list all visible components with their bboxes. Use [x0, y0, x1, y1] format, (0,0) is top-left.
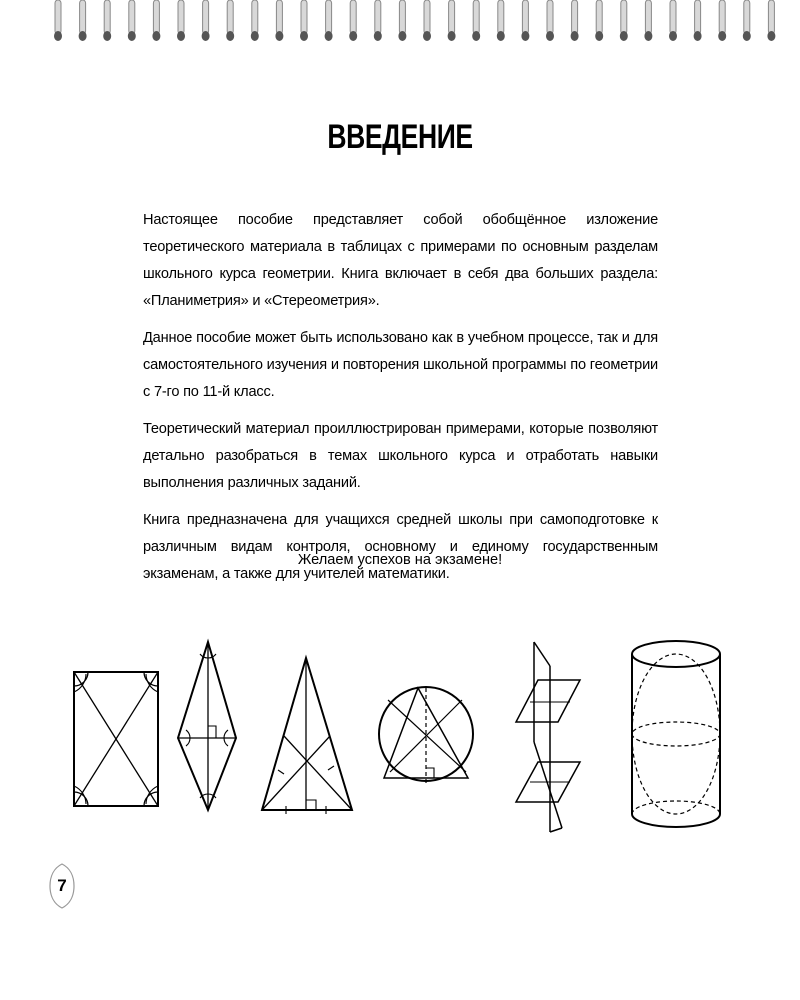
binding-hole — [54, 31, 62, 41]
binding-hole — [103, 31, 111, 41]
binding-ring — [449, 0, 455, 34]
binding-ring — [129, 0, 135, 34]
binding-hole — [595, 31, 603, 41]
page-number-badge — [48, 862, 76, 910]
binding-ring — [252, 0, 258, 34]
binding-ring — [498, 0, 504, 34]
binding-ring — [350, 0, 356, 34]
inscribed-triangle-diagram — [379, 687, 473, 784]
binding-hole — [497, 31, 505, 41]
triangle-diagram — [262, 658, 352, 814]
binding-ring — [399, 0, 405, 34]
binding-ring — [276, 0, 282, 34]
binding-ring — [227, 0, 233, 34]
binding-hole — [644, 31, 652, 41]
binding-hole — [743, 31, 751, 41]
binding-ring — [621, 0, 627, 34]
intro-text — [143, 207, 658, 598]
binding-ring — [203, 0, 209, 34]
paragraph-4: Книга предназначена для учащихся средней школы при самоподготовке к различным видам контроля, основному и единому государственным экзаменам, а также для учителей математики. — [143, 512, 658, 582]
paragraph-1: Настоящее пособие представляет собой обобщённое изложение теоретического материала в таблицах с примерами по основным разделам школьного курса геометрии. Книга включает в себя два больших раздела: «Планиметрия» и «Стереометрия». — [143, 212, 658, 309]
binding-hole — [374, 31, 382, 41]
binding-ring — [572, 0, 578, 34]
binding-hole — [128, 31, 136, 41]
binding-ring — [744, 0, 750, 34]
binding-hole — [448, 31, 456, 41]
rhombus-diagram — [178, 642, 236, 810]
binding-ring — [695, 0, 701, 34]
binding-ring — [670, 0, 676, 34]
binding-hole — [718, 31, 726, 41]
paragraph-3: Теоретический материал проиллюстрирован примерами, которые позволяют детально разобраться в темах школьного курса и отработать навыки выполнения различных заданий. — [143, 421, 658, 491]
binding-hole — [275, 31, 283, 41]
binding-ring — [178, 0, 184, 34]
binding-ring — [326, 0, 332, 34]
binding-hole — [300, 31, 308, 41]
binding-hole — [546, 31, 554, 41]
binding-ring — [80, 0, 86, 34]
binding-hole — [571, 31, 579, 41]
planes-diagram — [516, 642, 580, 832]
geometry-figures — [60, 630, 740, 850]
binding-ring — [547, 0, 553, 34]
page-number: 7 — [57, 876, 67, 895]
binding-hole — [349, 31, 357, 41]
page-title: ВВЕДЕНИЕ — [327, 118, 473, 156]
binding-ring — [596, 0, 602, 34]
binding-hole — [251, 31, 259, 41]
binding-hole — [226, 31, 234, 41]
binding-hole — [202, 31, 210, 41]
square-diagram — [74, 672, 158, 806]
binding-ring — [645, 0, 651, 34]
binding-hole — [767, 31, 775, 41]
binding-ring — [768, 0, 774, 34]
binding-hole — [79, 31, 87, 41]
cylinder-sphere-diagram — [632, 641, 720, 827]
binding-hole — [177, 31, 185, 41]
binding-hole — [152, 31, 160, 41]
binding-hole — [472, 31, 480, 41]
paragraph-2: Данное пособие может быть использовано как в учебном процессе, так и для самостоятельного изучения и повторения школьной программы по геометрии с 7-го по 11-й класс. — [143, 330, 658, 400]
binding-hole — [620, 31, 628, 41]
wish-text: Желаем успехов на экзамене! — [297, 552, 503, 568]
binding-ring — [473, 0, 479, 34]
binding-ring — [424, 0, 430, 34]
binding-ring — [522, 0, 528, 34]
binding-ring — [301, 0, 307, 34]
binding-hole — [669, 31, 677, 41]
binding-hole — [398, 31, 406, 41]
binding-hole — [423, 31, 431, 41]
binding-ring — [104, 0, 110, 34]
binding-hole — [521, 31, 529, 41]
binding-hole — [694, 31, 702, 41]
binding-ring — [375, 0, 381, 34]
binding-ring — [153, 0, 159, 34]
spiral-binding — [0, 0, 800, 48]
binding-ring — [55, 0, 61, 34]
binding-ring — [719, 0, 725, 34]
binding-hole — [325, 31, 333, 41]
